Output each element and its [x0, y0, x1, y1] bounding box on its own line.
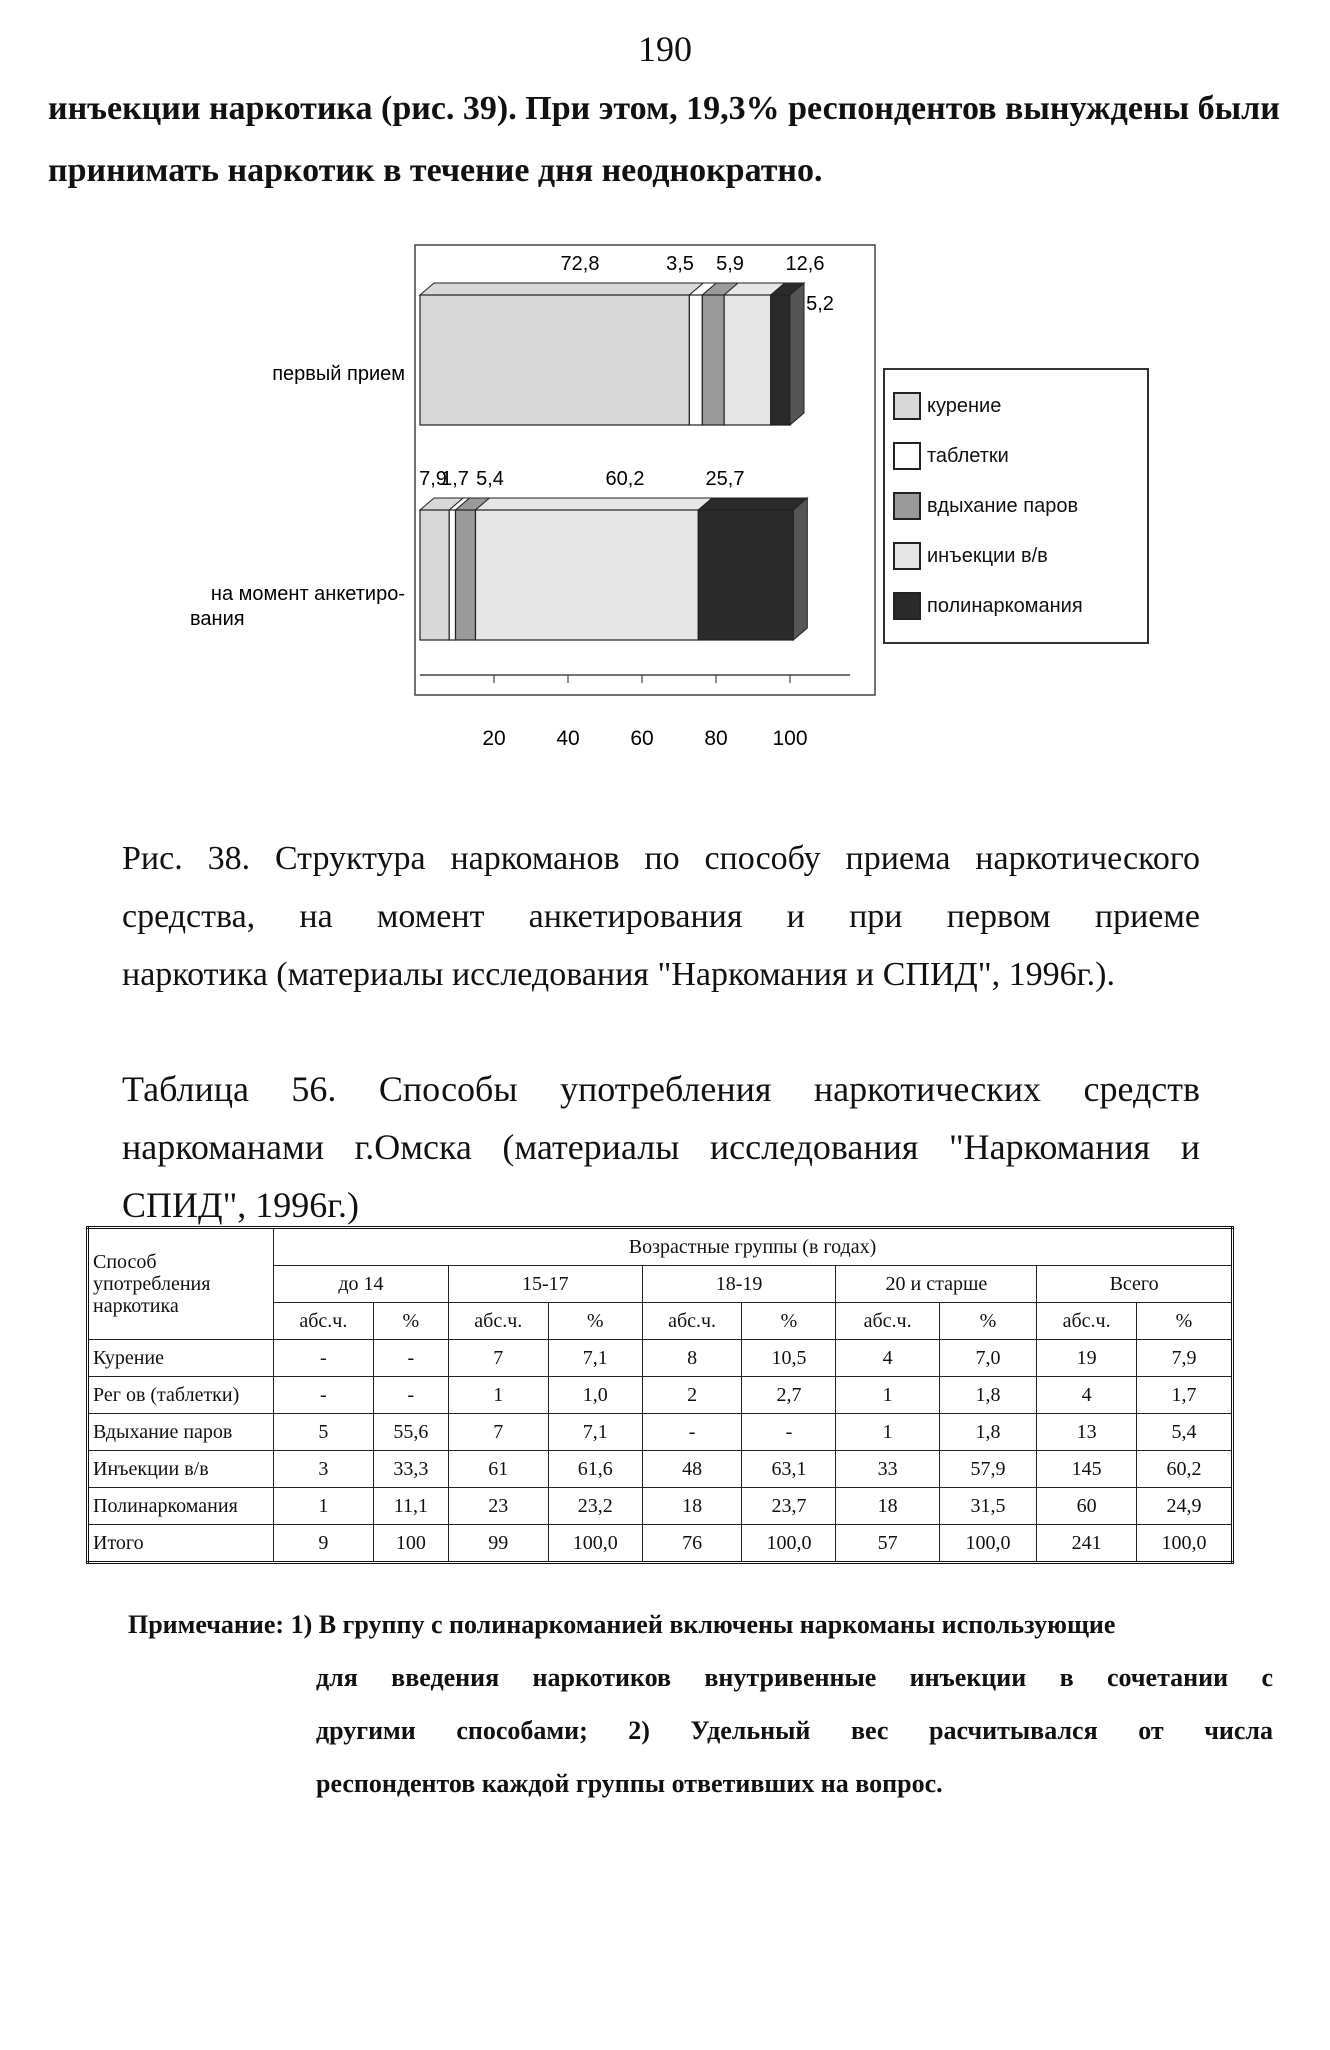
x-tick-label: 100	[772, 727, 808, 750]
table-cell: 60	[1037, 1488, 1137, 1525]
table-cell: 99	[448, 1525, 548, 1563]
age-group-header: 20 и старше	[836, 1266, 1037, 1303]
age-group-header: до 14	[274, 1266, 449, 1303]
table-cell: 145	[1037, 1451, 1137, 1488]
table-cell: 76	[642, 1525, 742, 1563]
bar-segment	[456, 510, 476, 640]
table-corner-header: Способ употребления наркотика	[88, 1228, 274, 1340]
x-tick-label: 80	[704, 727, 728, 750]
figure-caption-line: средства, на момент анкетирования и при первом приеме	[122, 898, 1200, 935]
table-body	[88, 1340, 1233, 1563]
row-label: Итого	[88, 1525, 274, 1563]
table-cell: 7	[448, 1340, 548, 1377]
table-cell: -	[373, 1377, 448, 1414]
table-cell: -	[742, 1414, 836, 1451]
table-cell: 4	[836, 1340, 939, 1377]
data-label: 25,7	[705, 468, 745, 490]
table-cell: -	[642, 1414, 742, 1451]
table-cell: 1	[274, 1488, 374, 1525]
sub-header-cell: абс.ч.	[448, 1303, 548, 1340]
table-cell: 9	[274, 1525, 374, 1563]
group-header: Возрастные группы (в годах)	[274, 1228, 1233, 1266]
table-cell: 1,8	[939, 1377, 1036, 1414]
table-cell: 61	[448, 1451, 548, 1488]
legend-swatch	[893, 392, 921, 420]
row-label: Рег ов (таблетки)	[88, 1377, 274, 1414]
table-cell: 100,0	[742, 1525, 836, 1563]
table-cell: 33,3	[373, 1451, 448, 1488]
legend-swatch	[893, 492, 921, 520]
table-caption-line: Таблица 56. Способы употребления наркотических средств	[122, 1069, 1200, 1109]
legend-item	[893, 388, 1001, 424]
figure-caption-line: наркотика (материалы исследования "Наркомания и СПИД", 1996г.).	[122, 956, 1116, 993]
table-cell: 23,7	[742, 1488, 836, 1525]
table-cell: 63,1	[742, 1451, 836, 1488]
table-cell: 57	[836, 1525, 939, 1563]
data-label: 7,9	[419, 468, 447, 490]
sub-header-cell: %	[1136, 1303, 1232, 1340]
category-label: на момент анкетиро-	[210, 583, 405, 605]
data-label: 5,2	[806, 293, 834, 315]
table-cell: 7,1	[548, 1414, 642, 1451]
table-cell: 61,6	[548, 1451, 642, 1488]
intro-line: инъекции наркотика (рис. 39). При этом, 19,3% респондентов вынуждены были	[48, 90, 1280, 127]
legend-label: полинаркомания	[927, 594, 1083, 617]
table-cell: -	[274, 1340, 374, 1377]
table-cell: 24,9	[1136, 1488, 1232, 1525]
table-cell: 10,5	[742, 1340, 836, 1377]
table-row	[88, 1340, 1233, 1377]
age-group-header: 15-17	[448, 1266, 642, 1303]
bar-top-face	[420, 283, 703, 295]
sub-header-cell: %	[373, 1303, 448, 1340]
category-label: вания	[190, 608, 245, 630]
table-cell: 23	[448, 1488, 548, 1525]
x-tick-label: 60	[630, 727, 654, 750]
table-cell: 1	[448, 1377, 548, 1414]
bar-segment	[724, 295, 771, 425]
figure-caption-line: Рис. 38. Структура наркоманов по способу приема наркотического	[122, 840, 1200, 877]
bar-side-face	[790, 283, 804, 425]
page-number: 190	[638, 29, 692, 69]
row-label: Инъекции в/в	[88, 1451, 274, 1488]
stacked-bar-chart	[150, 235, 910, 775]
legend-swatch	[893, 442, 921, 470]
sub-header-cell: абс.ч.	[642, 1303, 742, 1340]
table-note	[128, 1598, 1273, 1810]
table-cell: 7	[448, 1414, 548, 1451]
table-cell: 11,1	[373, 1488, 448, 1525]
table-cell: 7,9	[1136, 1340, 1232, 1377]
table-cell: 4	[1037, 1377, 1137, 1414]
sub-header-cell: абс.ч.	[274, 1303, 374, 1340]
bar-segment	[689, 295, 702, 425]
data-label: 60,2	[605, 468, 645, 490]
legend-label: инъекции в/в	[927, 544, 1048, 567]
bar-segment	[698, 510, 793, 640]
legend-item	[893, 588, 1083, 624]
table-cell: 100	[373, 1525, 448, 1563]
table-cell: -	[373, 1340, 448, 1377]
table-cell: 100,0	[1136, 1525, 1232, 1563]
table-cell: -	[274, 1377, 374, 1414]
legend-swatch	[893, 592, 921, 620]
table-cell: 31,5	[939, 1488, 1036, 1525]
table-cell: 1	[836, 1377, 939, 1414]
x-tick-label: 20	[482, 727, 506, 750]
note-line: Примечание: 1) В группу с полинаркоманией включены наркоманы использующие	[128, 1610, 1116, 1639]
data-label: 12,6	[785, 253, 825, 275]
sub-header-cell: абс.ч.	[1037, 1303, 1137, 1340]
table-cell: 7,0	[939, 1340, 1036, 1377]
legend-item	[893, 538, 1048, 574]
bar-segment	[449, 510, 455, 640]
figure-caption	[122, 830, 1200, 1004]
table-cell: 100,0	[939, 1525, 1036, 1563]
table-cell: 57,9	[939, 1451, 1036, 1488]
table-cell: 3	[274, 1451, 374, 1488]
table-cell: 23,2	[548, 1488, 642, 1525]
bar-top-face	[698, 498, 807, 510]
table-cell: 18	[642, 1488, 742, 1525]
table-caption-line: СПИД", 1996г.)	[122, 1185, 359, 1225]
chart-legend	[883, 368, 1149, 644]
data-label: 3,5	[666, 253, 694, 275]
table-caption-line: наркоманами г.Омска (материалы исследования "Наркомания и	[122, 1127, 1200, 1167]
legend-item	[893, 438, 1009, 474]
legend-item	[893, 488, 1078, 524]
table-cell: 1,0	[548, 1377, 642, 1414]
table-row	[88, 1525, 1233, 1563]
table-cell: 7,1	[548, 1340, 642, 1377]
sub-header-cell: %	[742, 1303, 836, 1340]
legend-swatch	[893, 542, 921, 570]
table-row	[88, 1451, 1233, 1488]
table-cell: 100,0	[548, 1525, 642, 1563]
bar-segment	[420, 510, 449, 640]
note-line: для введения наркотиков внутривенные инъекции в сочетании с	[316, 1663, 1273, 1692]
data-label: 72,8	[560, 253, 600, 275]
bar-top-face	[476, 498, 713, 510]
note-line: респондентов каждой группы ответивших на вопрос.	[316, 1769, 943, 1798]
legend-label: вдыхание паров	[927, 494, 1079, 517]
table-cell: 33	[836, 1451, 939, 1488]
age-group-header: Всего	[1037, 1266, 1233, 1303]
x-tick-label: 40	[556, 727, 580, 750]
note-line: другими способами; 2) Удельный вес расчитывался от числа	[316, 1716, 1273, 1745]
table-cell: 48	[642, 1451, 742, 1488]
table-cell: 1,7	[1136, 1377, 1232, 1414]
table-cell: 60,2	[1136, 1451, 1232, 1488]
data-label: 5,4	[476, 468, 504, 490]
table-cell: 13	[1037, 1414, 1137, 1451]
intro-paragraph	[48, 78, 1288, 202]
table-cell: 2	[642, 1377, 742, 1414]
legend-label: курение	[927, 394, 1002, 417]
table-caption	[122, 1060, 1200, 1234]
sub-header-cell: %	[939, 1303, 1036, 1340]
data-label: 5,9	[716, 253, 744, 275]
bar-side-face	[793, 498, 807, 640]
table-cell: 1,8	[939, 1414, 1036, 1451]
table-cell: 5	[274, 1414, 374, 1451]
sub-header-cell: %	[548, 1303, 642, 1340]
row-label: Полинаркомания	[88, 1488, 274, 1525]
row-label: Курение	[88, 1340, 274, 1377]
intro-line: принимать наркотик в течение дня неоднократно.	[48, 152, 823, 189]
table-row	[88, 1377, 1233, 1414]
row-label: Вдыхание паров	[88, 1414, 274, 1451]
bar-segment	[476, 510, 699, 640]
table-cell: 1	[836, 1414, 939, 1451]
category-label: первый прием	[272, 363, 405, 385]
bar-segment	[420, 295, 689, 425]
age-group-header: 18-19	[642, 1266, 836, 1303]
table-cell: 2,7	[742, 1377, 836, 1414]
bar-segment	[771, 295, 790, 425]
table-cell: 18	[836, 1488, 939, 1525]
table-row	[88, 1414, 1233, 1451]
table-cell: 5,4	[1136, 1414, 1232, 1451]
table-row	[88, 1488, 1233, 1525]
table-cell: 55,6	[373, 1414, 448, 1451]
sub-header-cell: абс.ч.	[836, 1303, 939, 1340]
data-label: 1,7	[441, 468, 469, 490]
drug-use-table	[86, 1226, 1234, 1564]
legend-label: таблетки	[927, 444, 1009, 467]
table-cell: 241	[1037, 1525, 1137, 1563]
bar-segment	[702, 295, 724, 425]
table-cell: 19	[1037, 1340, 1137, 1377]
table-cell: 8	[642, 1340, 742, 1377]
